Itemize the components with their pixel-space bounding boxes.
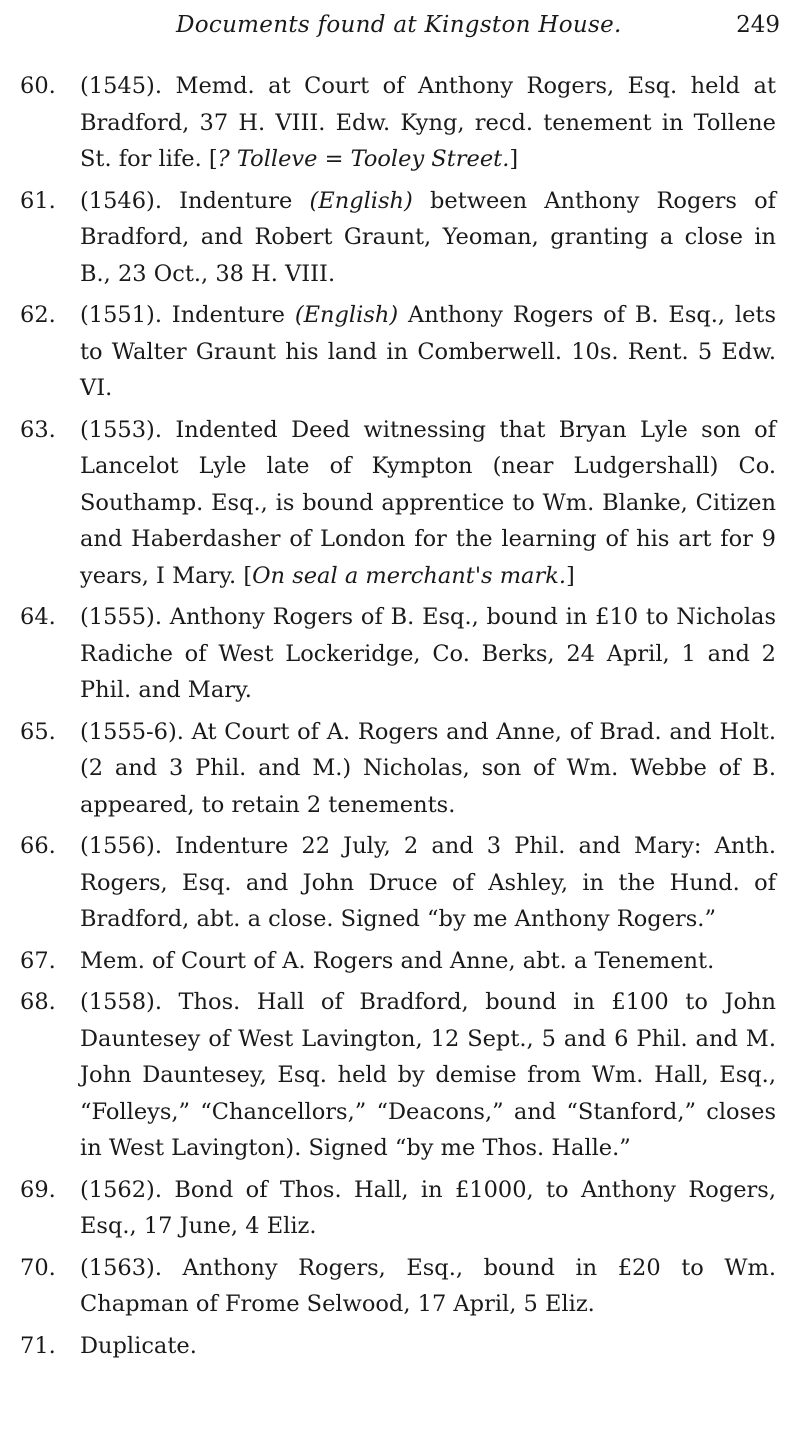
entry-number: 70. <box>20 1254 56 1281</box>
entry-text: (1562). Bond of Thos. Hall, in £1000, to Anthony Rogers, Esq., 17 June, 4 Eliz. <box>80 1176 776 1239</box>
entry-number: 68. <box>20 989 56 1015</box>
entry-number: 71. <box>20 1332 56 1359</box>
entry-61 <box>0 183 800 293</box>
entry-69 <box>0 1172 800 1245</box>
entry-number: 65. <box>20 718 56 745</box>
entry-text: ] <box>509 146 519 172</box>
entry-number: 62. <box>20 302 56 328</box>
page-number: 249 <box>736 12 780 38</box>
entry-text: (1563). Anthony Rogers, Esq., bound in £20 to Wm. Chapman of Frome Selwood, 17 April, 5 Eliz. <box>80 1254 776 1317</box>
entry-text: (1553). Indented Deed witnessing that Bryan Lyle son of Lancelot Lyle late of Kympton (near Ludgershall) Co. Southamp. Esq., is bound apprentice to Wm. Blanke, Citizen and Haberdasher of London for the learning of his art for 9 years, I Mary. [ <box>80 416 776 589</box>
entry-number: 63. <box>20 416 56 443</box>
entry-number: 60. <box>20 73 56 99</box>
entry-71 <box>0 1328 800 1365</box>
running-title: Documents found at Kingston House. <box>176 12 622 38</box>
entry-text: between Anthony Rogers of Bradford, and Robert Graunt, Yeoman, granting a close in B., 23 Oct., 38 H. VIII. <box>80 187 777 287</box>
entry-text: Mem. of Court of A. Rogers and Anne, abt. a Tenement. <box>80 947 715 974</box>
page-header <box>0 8 800 42</box>
entry-text: (1551). Indenture <box>80 302 295 328</box>
entry-text: (1555-6). At Court of A. Rogers and Anne, of Brad. and Holt. (2 and 3 Phil. and M.) Nicholas, son of Wm. Webbe of B. appeared, to retain 2 tenements. <box>80 718 776 818</box>
entry-65 <box>0 714 800 824</box>
editorial-note: ? Tolleve = Tooley Street. <box>217 146 510 172</box>
entry-number: 69. <box>20 1176 56 1203</box>
entry-text: (1555). Anthony Rogers of B. Esq., bound in £10 to Nicholas Radiche of West Lockeridge, Co. Berks, 24 April, 1 and 2 Phil. and Mary. <box>80 604 776 703</box>
entry-text: (1556). Indenture 22 July, 2 and 3 Phil. and Mary: Anth. Rogers, Esq. and John Druce of Ashley, in the Hund. of Bradford, abt. a close. Signed “by me Anthony Rogers.” <box>80 833 776 932</box>
entry-text: (1546). Indenture <box>80 187 310 214</box>
entry-text: ] <box>566 562 575 589</box>
editorial-note: On seal a merchant's mark. <box>252 562 567 589</box>
entry-text: (1558). Thos. Hall of Bradford, bound in £100 to John Dauntesey of West Lavington, 12 Sept., 5 and 6 Phil. and M. John Dauntesey, Esq. held by demise from Wm. Hall, Esq., “Folleys,” “Chancellors,” “Deacons,” and “Stanford,” closes in West Lavington). Signed “by me Thos. Halle.” <box>80 989 776 1161</box>
language-note: (English) <box>294 302 399 328</box>
document-list <box>0 68 800 1369</box>
entry-number: 61. <box>20 187 56 214</box>
entry-62 <box>0 297 800 407</box>
language-note: (English) <box>309 187 413 214</box>
entry-68 <box>0 984 800 1167</box>
entry-text: (1545). Memd. at Court of Anthony Rogers, Esq. held at Bradford, 37 H. VIII. Edw. Kyng, recd. tenement in Tollene St. for life. [ <box>80 73 776 172</box>
entry-67 <box>0 943 800 980</box>
entry-text: Anthony Rogers of B. Esq., lets to Walter Graunt his land in Comberwell. 10s. Rent. 5 Edw. VI. <box>80 302 776 401</box>
entry-64 <box>0 599 800 709</box>
entry-63 <box>0 412 800 595</box>
entry-number: 66. <box>20 833 56 859</box>
entry-60 <box>0 68 800 178</box>
entry-number: 67. <box>20 947 56 974</box>
entry-text: Duplicate. <box>80 1332 197 1359</box>
entry-number: 64. <box>20 604 56 630</box>
entry-66 <box>0 828 800 938</box>
entry-70 <box>0 1250 800 1323</box>
